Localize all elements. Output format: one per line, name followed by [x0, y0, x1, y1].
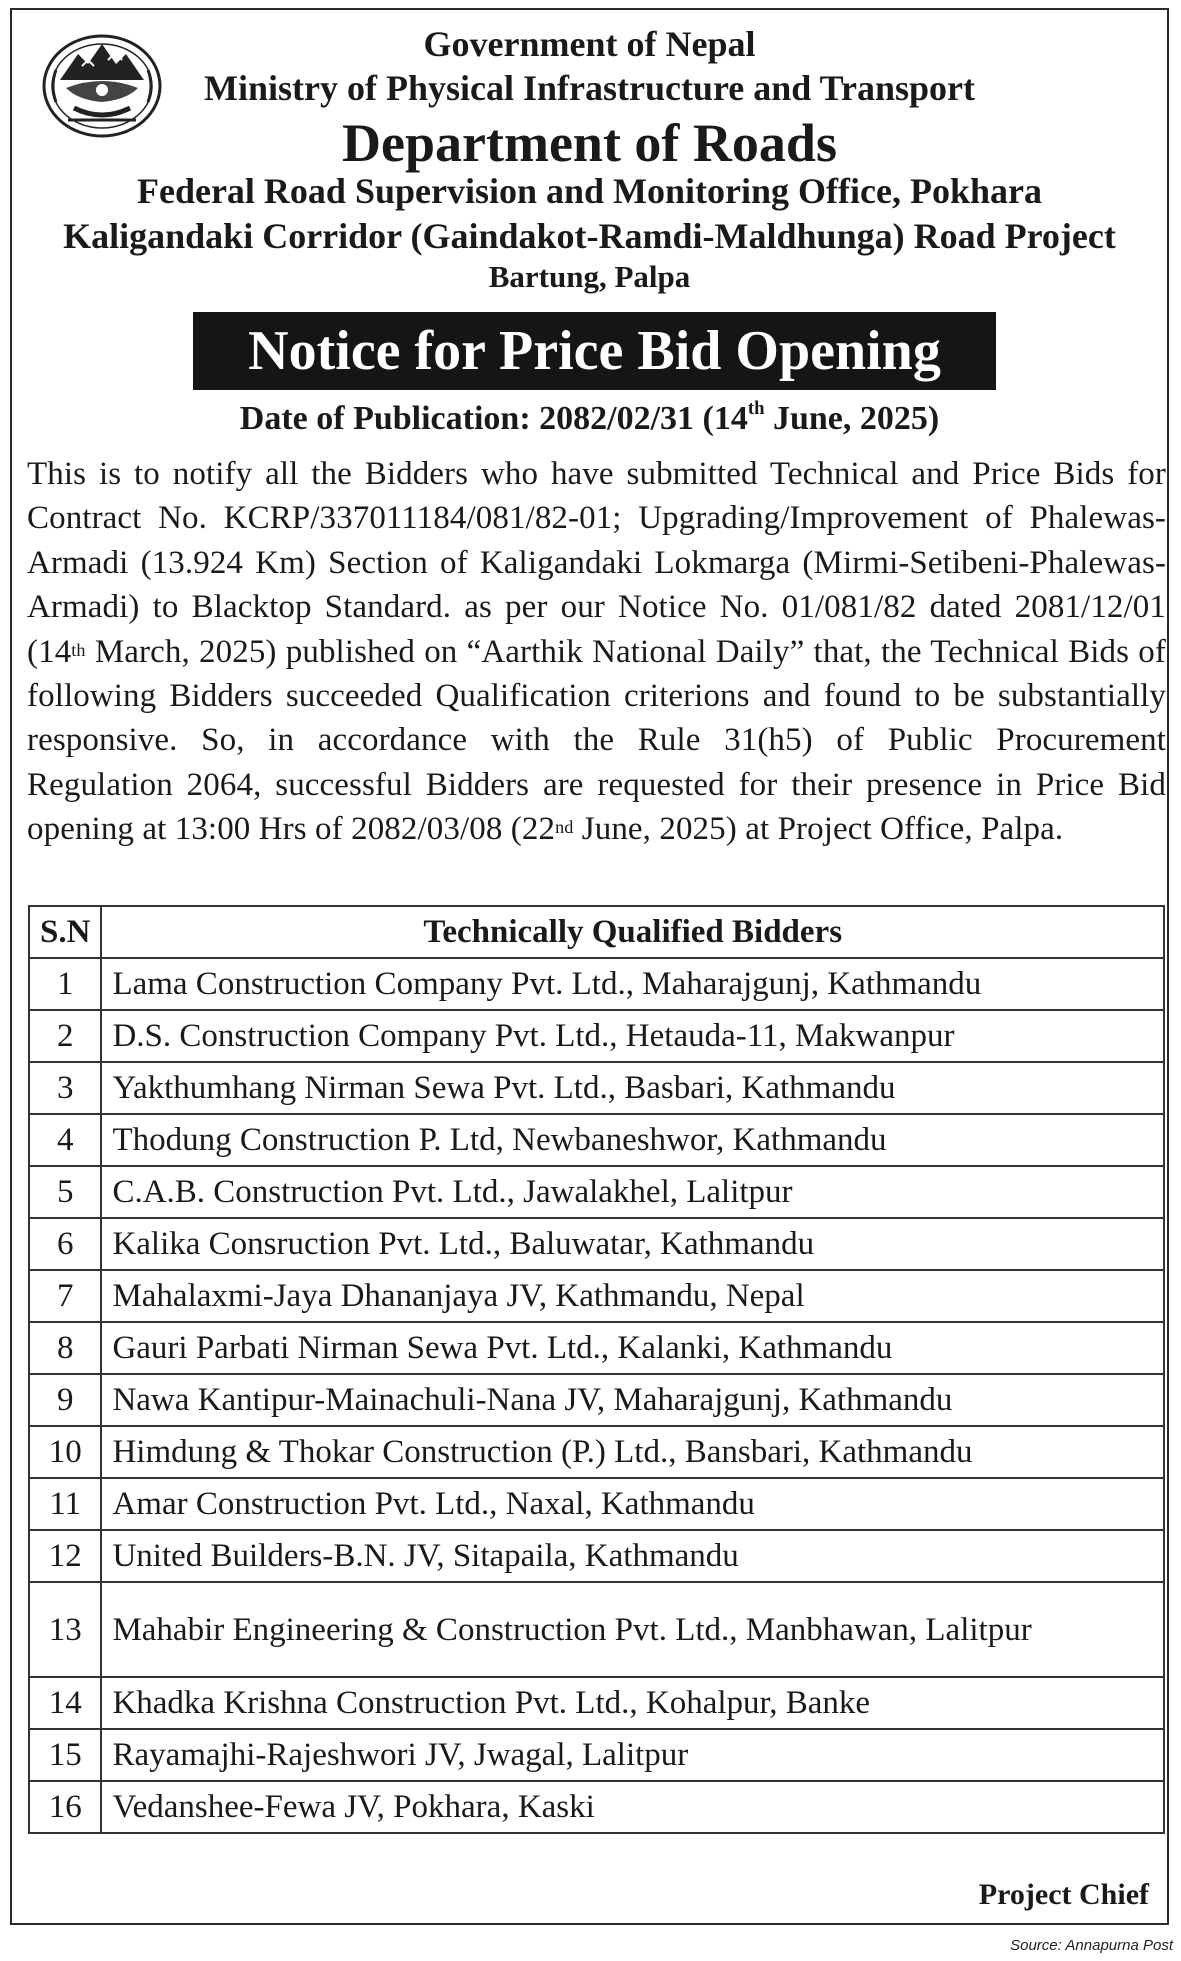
table-row — [29, 1582, 1164, 1677]
row-bidder: Thodung Construction P. Ltd, Newbaneshwor, Kathmandu — [101, 1114, 1164, 1166]
table-row — [29, 1781, 1164, 1833]
row-sn: 14 — [29, 1677, 101, 1729]
ministry-heading: Ministry of Physical Infrastructure and Transport — [204, 68, 975, 108]
body-text-part1: This is to notify all the Bidders who have submitted Technical and Price Bids for Contract No. KCRP/337011184/081/82-01; Upgrading/Improvement of Phalewas-Armadi (13.924 Km) Section of Kaligandaki Lokmarga (Mirmi-Setibeni-Phalewas-Armadi) to Blacktop Standard. as per our Notice No. 01/081/82 dated 2081/12/01 (14 — [27, 456, 1166, 670]
body-text-part2: March, 2025) published on “Aarthik National Daily” that, the Technical Bids of following Bidders succeeded Qualification criterions and found to be substantially responsive. So, in accordance with the Rule 31(h5) of Public Procurement Regulation 2064, successful Bidders are requested for their presence in Price Bid opening at 13:00 Hrs of 2082/03/08 (22 — [27, 633, 1166, 848]
publication-date-tail: June, 2025) — [764, 400, 940, 437]
column-header-bidders: Technically Qualified Bidders — [101, 906, 1164, 958]
row-bidder: Vedanshee-Fewa JV, Pokhara, Kaski — [101, 1781, 1164, 1833]
publication-date — [12, 398, 1167, 437]
row-bidder: D.S. Construction Company Pvt. Ltd., Hetauda-11, Makwanpur — [101, 1010, 1164, 1062]
table-row — [29, 1270, 1164, 1322]
table-row — [29, 1729, 1164, 1781]
bidders-table — [28, 905, 1165, 1834]
department-heading: Department of Roads — [342, 113, 837, 173]
row-bidder: C.A.B. Construction Pvt. Ltd., Jawalakhel, Lalitpur — [101, 1166, 1164, 1218]
table-row — [29, 1062, 1164, 1114]
row-bidder: Mahalaxmi-Jaya Dhananjaya JV, Kathmandu, Nepal — [101, 1270, 1164, 1322]
project-heading: Kaligandaki Corridor (Gaindakot-Ramdi-Maldhunga) Road Project — [63, 216, 1116, 256]
row-bidder: Lama Construction Company Pvt. Ltd., Maharajgunj, Kathmandu — [101, 958, 1164, 1010]
row-bidder: United Builders-B.N. JV, Sitapaila, Kathmandu — [101, 1530, 1164, 1582]
government-heading: Government of Nepal — [423, 24, 756, 64]
body-text-part3: June, 2025) at Project Office, Palpa. — [573, 811, 1064, 848]
row-sn: 3 — [29, 1062, 101, 1114]
row-sn: 2 — [29, 1010, 101, 1062]
row-bidder: Kalika Consruction Pvt. Ltd., Baluwatar, Kathmandu — [101, 1218, 1164, 1270]
table-row — [29, 1114, 1164, 1166]
row-bidder: Yakthumhang Nirman Sewa Pvt. Ltd., Basbari, Kathmandu — [101, 1062, 1164, 1114]
row-bidder: Nawa Kantipur-Mainachuli-Nana JV, Maharajgunj, Kathmandu — [101, 1374, 1164, 1426]
table-row — [29, 1530, 1164, 1582]
row-bidder: Rayamajhi-Rajeshwori JV, Jwagal, Lalitpur — [101, 1729, 1164, 1781]
body-sup-2: nd — [555, 817, 574, 838]
body-sup-1: th — [71, 639, 86, 660]
notice-title: Notice for Price Bid Opening — [193, 312, 996, 390]
table-row — [29, 1322, 1164, 1374]
publication-date-sup: th — [747, 398, 765, 420]
table-row — [29, 1166, 1164, 1218]
row-sn: 15 — [29, 1729, 101, 1781]
notice-frame — [10, 8, 1169, 1925]
row-sn: 10 — [29, 1426, 101, 1478]
row-sn: 16 — [29, 1781, 101, 1833]
row-bidder: Himdung & Thokar Construction (P.) Ltd., Bansbari, Kathmandu — [101, 1426, 1164, 1478]
table-row — [29, 958, 1164, 1010]
row-sn: 7 — [29, 1270, 101, 1322]
row-sn: 12 — [29, 1530, 101, 1582]
row-bidder: Amar Construction Pvt. Ltd., Naxal, Kathmandu — [101, 1478, 1164, 1530]
table-header-row — [29, 906, 1164, 958]
notice-body — [27, 452, 1166, 852]
row-sn: 4 — [29, 1114, 101, 1166]
office-heading: Federal Road Supervision and Monitoring Office, Pokhara — [136, 171, 1042, 211]
source-credit: Source: Annapurna Post — [1010, 1937, 1173, 1954]
location-heading: Bartung, Palpa — [488, 259, 691, 294]
column-header-sn: S.N — [29, 906, 101, 958]
row-sn: 5 — [29, 1166, 101, 1218]
row-sn: 11 — [29, 1478, 101, 1530]
row-sn: 6 — [29, 1218, 101, 1270]
row-sn: 1 — [29, 958, 101, 1010]
table-row — [29, 1218, 1164, 1270]
row-sn: 8 — [29, 1322, 101, 1374]
row-bidder: Khadka Krishna Construction Pvt. Ltd., Kohalpur, Banke — [101, 1677, 1164, 1729]
row-bidder: Gauri Parbati Nirman Sewa Pvt. Ltd., Kalanki, Kathmandu — [101, 1322, 1164, 1374]
publication-date-label: Date of Publication: 2082/02/31 (14 — [239, 400, 748, 437]
signature-project-chief: Project Chief — [978, 1878, 1149, 1911]
table-row — [29, 1478, 1164, 1530]
row-sn: 13 — [29, 1582, 101, 1677]
table-row — [29, 1010, 1164, 1062]
table-row — [29, 1374, 1164, 1426]
row-bidder: Mahabir Engineering & Construction Pvt. Ltd., Manbhawan, Lalitpur — [101, 1582, 1164, 1677]
table-row — [29, 1426, 1164, 1478]
row-sn: 9 — [29, 1374, 101, 1426]
table-row — [29, 1677, 1164, 1729]
